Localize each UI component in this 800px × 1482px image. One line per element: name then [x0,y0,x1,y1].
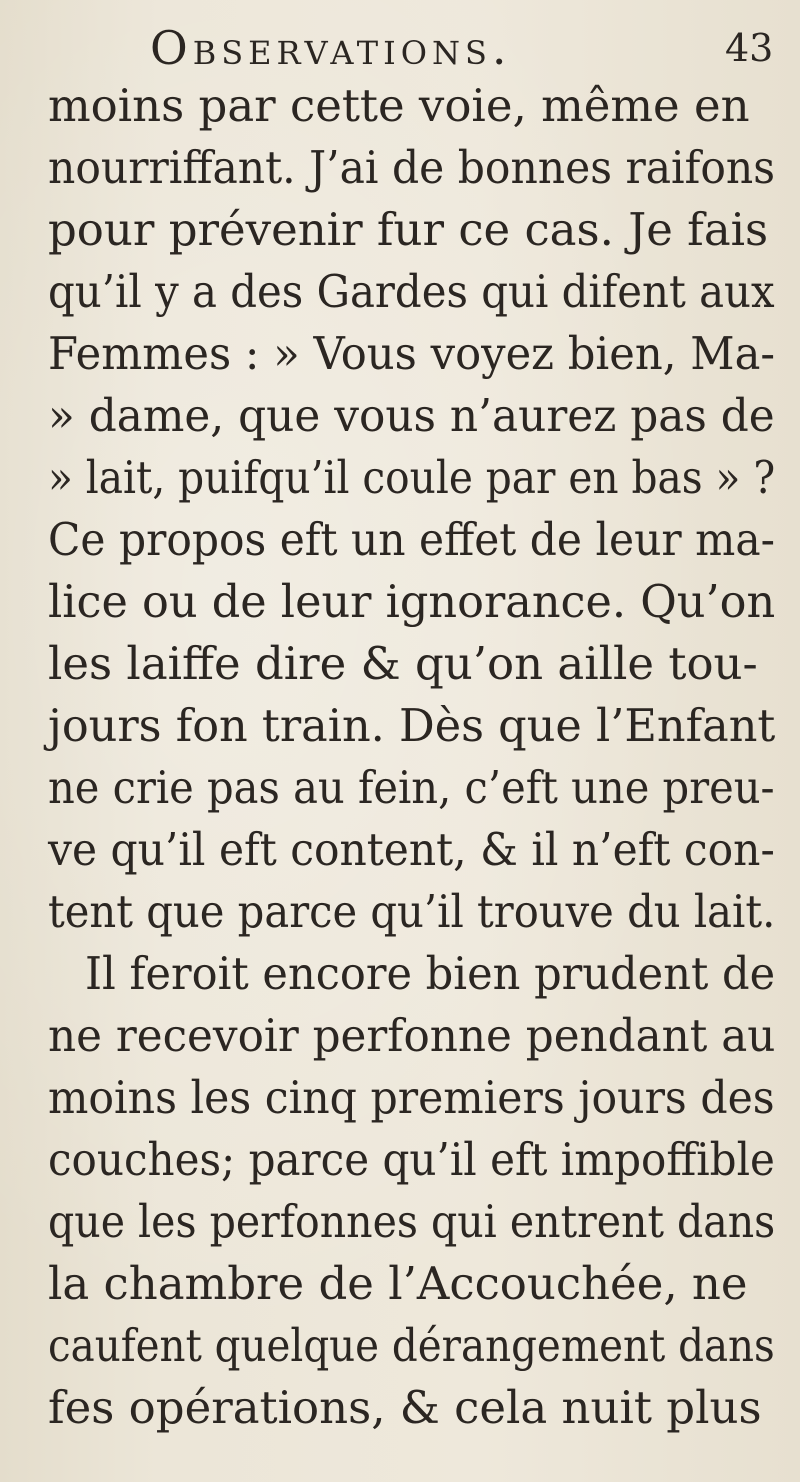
running-header [150,18,780,78]
text-line [0,323,800,385]
line-text: les laiffe dire & qu’on aille tou- [48,637,758,690]
line-text: que les perfonnes qui entrent dans [48,1195,776,1248]
line-text: ne recevoir perfonne pendant au [48,1009,776,1062]
text-line [0,261,800,323]
line-text: la chambre de l’Accouchée, ne [48,1257,748,1310]
line-text: » dame, que vous n’aurez pas de [48,389,775,442]
line-text: pour prévenir fur ce cas. Je fais [48,203,769,256]
text-line [0,1129,800,1191]
line-text: caufent quelque dérangement dans [48,1319,775,1372]
text-line [0,385,800,447]
text-line [0,199,800,261]
page-number: 43 [725,26,774,70]
text-line [0,695,800,757]
text-line [0,1253,800,1315]
text-line [0,633,800,695]
text-line [0,571,800,633]
text-line [0,75,800,137]
line-text: tent que parce qu’il trouve du lait. [48,885,776,938]
line-text: ne crie pas au fein, c’eft une preu- [48,761,775,814]
text-line [0,943,800,1005]
text-line [0,757,800,819]
line-text: Femmes : » Vous voyez bien, Ma- [48,327,775,380]
text-line [0,1067,800,1129]
text-line [0,509,800,571]
text-line [0,881,800,943]
text-line [0,1191,800,1253]
line-text: lice ou de leur ignorance. Qu’on [48,575,776,628]
line-text: moins les cinq premiers jours des [48,1071,775,1124]
line-text: couches; parce qu’il eft impoffible [48,1133,775,1186]
line-text: nourriffant. J’ai de bonnes raifons [48,141,775,194]
line-text: » lait, puifqu’il coule par en bas » ? [48,451,776,504]
line-text: Ce propos eft un effet de leur ma- [48,513,775,566]
line-text: jours fon train. Dès que l’Enfant [48,699,776,752]
line-text: moins par cette voie, même en [48,79,750,132]
text-line [0,137,800,199]
text-line [0,447,800,509]
text-line [0,1315,800,1377]
text-line [0,1377,800,1439]
text-line [0,1005,800,1067]
line-text: fes opérations, & cela nuit plus [48,1381,762,1434]
line-text: qu’il y a des Gardes qui difent aux [48,265,775,318]
line-text: Il feroit encore bien prudent de [85,947,776,1000]
line-text: ve qu’il eft content, & il n’eft con- [48,823,775,876]
text-line [0,819,800,881]
running-title: Observations. [150,21,512,75]
